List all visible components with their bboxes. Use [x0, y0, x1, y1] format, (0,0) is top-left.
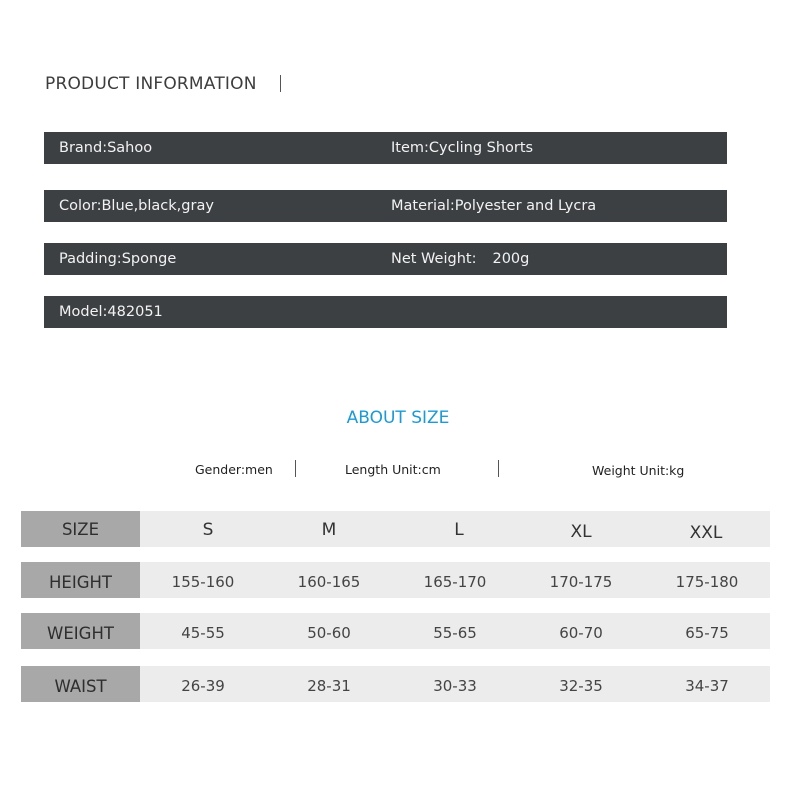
- title-divider: [280, 75, 281, 92]
- net-weight-text: [391, 243, 529, 275]
- item-text: Item:Cycling Shorts: [391, 140, 534, 156]
- weight-unit: Weight Unit:kg: [592, 463, 685, 478]
- table-cell: 28-31: [307, 677, 351, 695]
- height-label: HEIGHT: [21, 562, 140, 598]
- table-cell: 34-37: [685, 677, 729, 695]
- unit-divider: [498, 460, 499, 477]
- size-header-cell: S: [202, 520, 214, 540]
- size-header-cell: XXL: [689, 523, 723, 543]
- waist-label: WAIST: [21, 666, 140, 702]
- table-cell: 170-175: [549, 573, 613, 591]
- color-text: Color:Blue,black,gray: [59, 198, 214, 214]
- table-cell: 165-170: [423, 573, 487, 591]
- size-header-row: [21, 511, 770, 547]
- info-row-color-material: [44, 190, 727, 222]
- table-cell: 160-165: [297, 573, 361, 591]
- padding-text: Padding:Sponge: [59, 251, 177, 267]
- net-weight-value: 200g: [492, 251, 530, 267]
- size-header-label: SIZE: [21, 511, 140, 547]
- table-row: [21, 613, 770, 649]
- size-header-cell: XL: [570, 522, 592, 542]
- table-cell: 60-70: [559, 624, 603, 642]
- info-row-model: [44, 296, 727, 328]
- table-row: [21, 666, 770, 702]
- weight-label: WEIGHT: [21, 613, 140, 649]
- table-cell: 155-160: [171, 573, 235, 591]
- table-cell: 55-65: [433, 624, 477, 642]
- table-cell: 26-39: [181, 677, 225, 695]
- unit-divider: [295, 460, 296, 477]
- table-cell: 175-180: [675, 573, 739, 591]
- table-cell: 32-35: [559, 677, 603, 695]
- info-row-padding-weight: [44, 243, 727, 275]
- table-cell: 65-75: [685, 624, 729, 642]
- size-header-cell: L: [454, 520, 464, 540]
- model-text: Model:482051: [59, 304, 163, 320]
- product-information-title: PRODUCT INFORMATION: [45, 74, 257, 94]
- size-header-cell: M: [321, 520, 337, 540]
- length-unit: Length Unit:cm: [345, 462, 441, 477]
- table-row: [21, 562, 770, 598]
- table-cell: 30-33: [433, 677, 477, 695]
- table-cell: 45-55: [181, 624, 225, 642]
- about-size-title: ABOUT SIZE: [346, 408, 450, 428]
- info-row-brand-item: [44, 132, 727, 164]
- net-weight-label: Net Weight:: [391, 251, 477, 267]
- table-cell: 50-60: [307, 624, 351, 642]
- material-text: Material:Polyester and Lycra: [391, 198, 597, 214]
- gender-unit: Gender:men: [195, 462, 273, 477]
- brand-text: Brand:Sahoo: [59, 140, 153, 156]
